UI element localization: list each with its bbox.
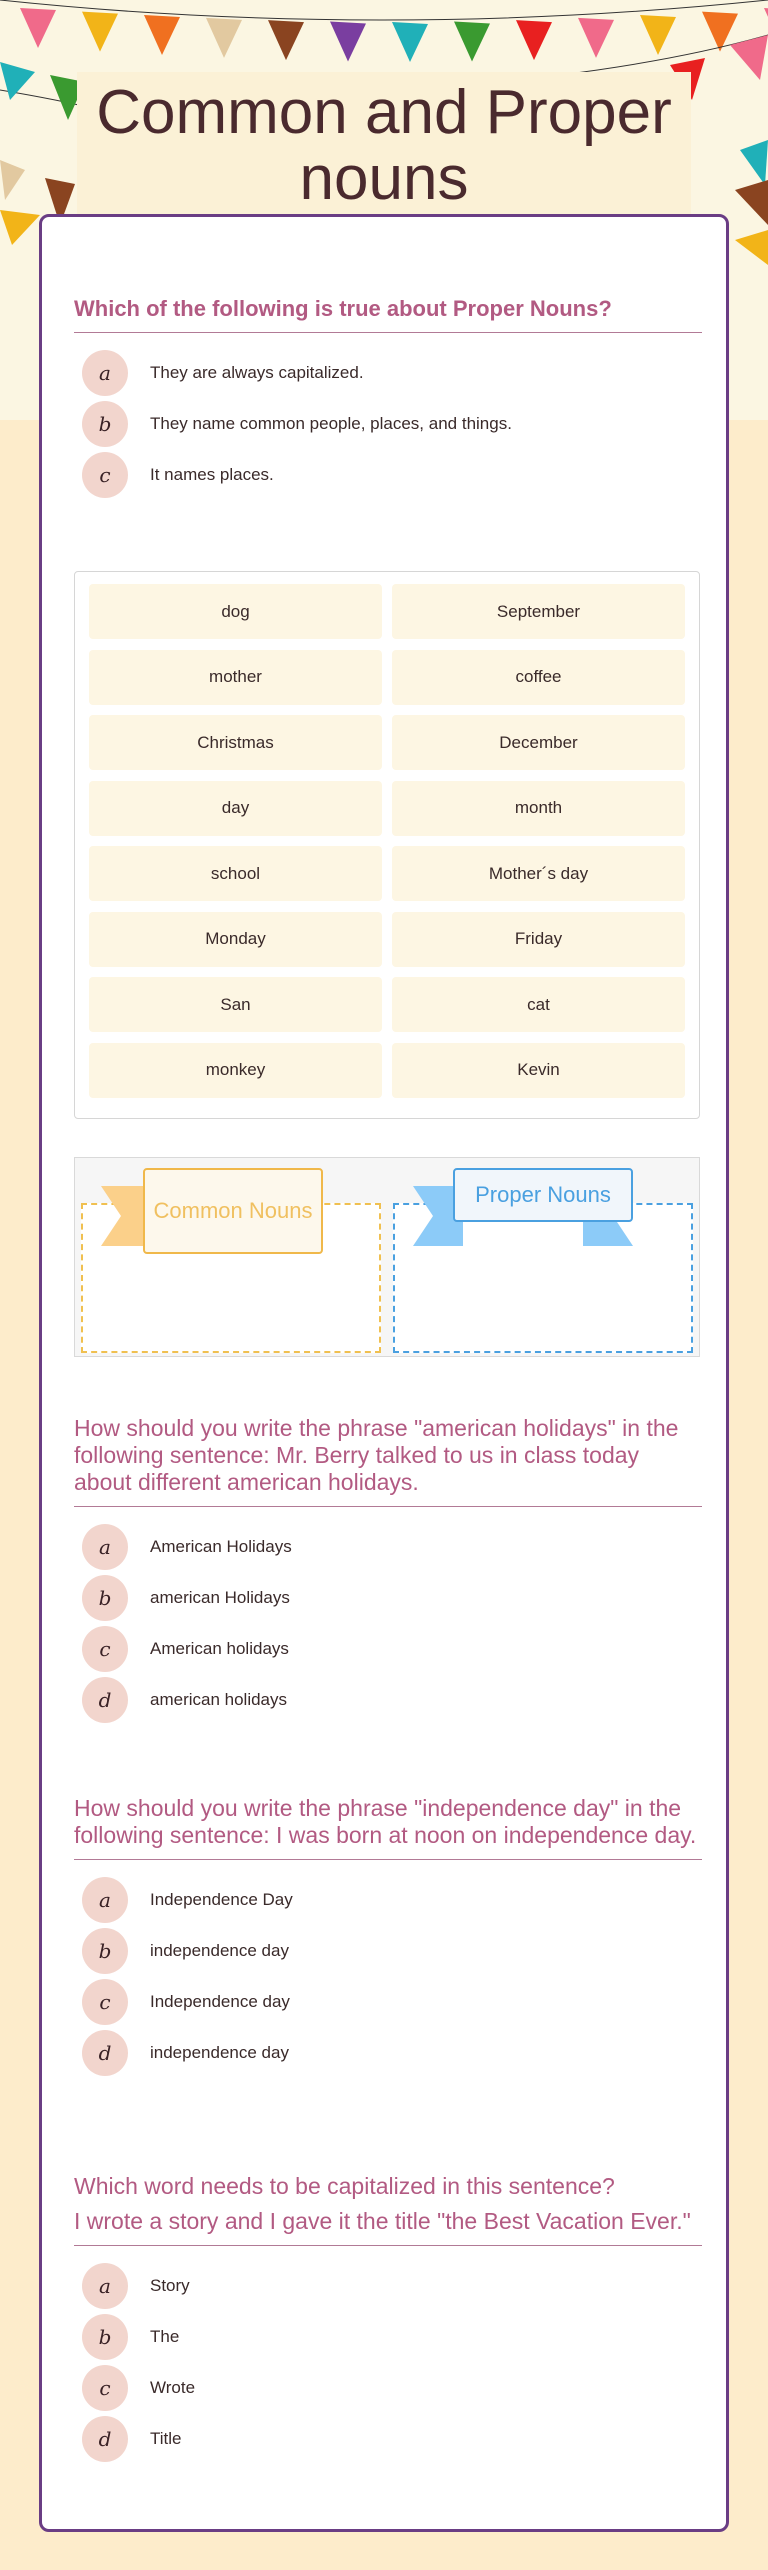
- word-bank: [74, 571, 700, 1119]
- answer-option-d[interactable]: [74, 2413, 702, 2464]
- answer-option-a[interactable]: [74, 1874, 702, 1925]
- answer-option-c[interactable]: [74, 2362, 702, 2413]
- question-block: [74, 2173, 702, 2246]
- word-card[interactable]: Christmas: [89, 715, 382, 770]
- option-text: Story: [150, 2275, 190, 2295]
- option-text: Independence day: [150, 1991, 290, 2011]
- option-letter-badge: a: [82, 1877, 128, 1923]
- word-card[interactable]: school: [89, 846, 382, 901]
- question-subtext: I wrote a story and I gave it the title "the Best Vacation Ever.": [74, 2208, 691, 2234]
- answer-option-b[interactable]: [74, 1925, 702, 1976]
- word-card[interactable]: Monday: [89, 912, 382, 967]
- page-title: Common and Proper nouns: [77, 72, 691, 222]
- option-text: Independence Day: [150, 1889, 293, 1909]
- category-sort: [74, 1157, 700, 1357]
- option-text: independence day: [150, 1940, 289, 1960]
- question-4: [74, 2173, 702, 2464]
- option-text: Wrote: [150, 2377, 196, 2397]
- answer-option-c[interactable]: [74, 1623, 702, 1674]
- answer-option-c[interactable]: [74, 1976, 702, 2027]
- question-text: Which word needs to be capitalized in this sentence?: [74, 2173, 615, 2199]
- proper-nouns-label: Proper Nouns: [453, 1168, 633, 1222]
- answer-option-b[interactable]: [74, 398, 702, 449]
- word-card[interactable]: mother: [89, 650, 382, 705]
- word-card[interactable]: Kevin: [392, 1043, 685, 1098]
- option-letter-badge: a: [82, 1524, 128, 1570]
- answer-option-b[interactable]: [74, 2311, 702, 2362]
- word-card[interactable]: December: [392, 715, 685, 770]
- word-card[interactable]: day: [89, 781, 382, 836]
- word-card[interactable]: San: [89, 977, 382, 1032]
- worksheet-card: [39, 214, 729, 2532]
- answer-option-c[interactable]: [74, 449, 702, 500]
- option-letter-badge: a: [82, 2263, 128, 2309]
- option-text: independence day: [150, 2042, 289, 2062]
- word-card[interactable]: cat: [392, 977, 685, 1032]
- word-card[interactable]: monkey: [89, 1043, 382, 1098]
- option-letter-badge: b: [82, 1575, 128, 1621]
- word-card[interactable]: coffee: [392, 650, 685, 705]
- question-1: [74, 295, 702, 500]
- option-letter-badge: b: [82, 2314, 128, 2360]
- answer-option-a[interactable]: [74, 1521, 702, 1572]
- question-2: [74, 1415, 702, 1725]
- option-text: american holidays: [150, 1689, 288, 1709]
- option-text: It names places.: [150, 464, 274, 484]
- word-card[interactable]: month: [392, 781, 685, 836]
- option-letter-badge: d: [82, 2030, 128, 2076]
- common-nouns-label: Common Nouns: [143, 1168, 323, 1254]
- answer-option-d[interactable]: [74, 2027, 702, 2078]
- answer-option-d[interactable]: [74, 1674, 702, 1725]
- option-text: They are always capitalized.: [150, 362, 364, 382]
- option-letter-badge: c: [82, 1626, 128, 1672]
- option-text: They name common people, places, and things.: [150, 413, 512, 433]
- option-text: Title: [150, 2428, 182, 2448]
- answer-option-a[interactable]: [74, 2260, 702, 2311]
- option-text: American holidays: [150, 1638, 289, 1658]
- question-text: How should you write the phrase "american holidays" in the following sentence: Mr. Berry talked to us in class today about different american holidays.: [74, 1415, 702, 1507]
- option-letter-badge: c: [82, 1979, 128, 2025]
- option-letter-badge: d: [82, 1677, 128, 1723]
- option-text: American Holidays: [150, 1536, 292, 1556]
- option-letter-badge: d: [82, 2416, 128, 2462]
- option-letter-badge: a: [82, 350, 128, 396]
- word-card[interactable]: dog: [89, 584, 382, 639]
- option-text: The: [150, 2326, 180, 2346]
- question-text: How should you write the phrase "independence day" in the following sentence: I was born at noon on independence day.: [74, 1795, 702, 1860]
- option-letter-badge: c: [82, 2365, 128, 2411]
- option-letter-badge: b: [82, 1928, 128, 1974]
- question-text: Which of the following is true about Proper Nouns?: [74, 295, 702, 333]
- word-card[interactable]: September: [392, 584, 685, 639]
- answer-option-b[interactable]: [74, 1572, 702, 1623]
- option-letter-badge: c: [82, 452, 128, 498]
- option-text: american Holidays: [150, 1587, 290, 1607]
- option-letter-badge: b: [82, 401, 128, 447]
- answer-option-a[interactable]: [74, 347, 702, 398]
- word-card[interactable]: Mother´s day: [392, 846, 685, 901]
- question-3: [74, 1795, 702, 2078]
- word-card[interactable]: Friday: [392, 912, 685, 967]
